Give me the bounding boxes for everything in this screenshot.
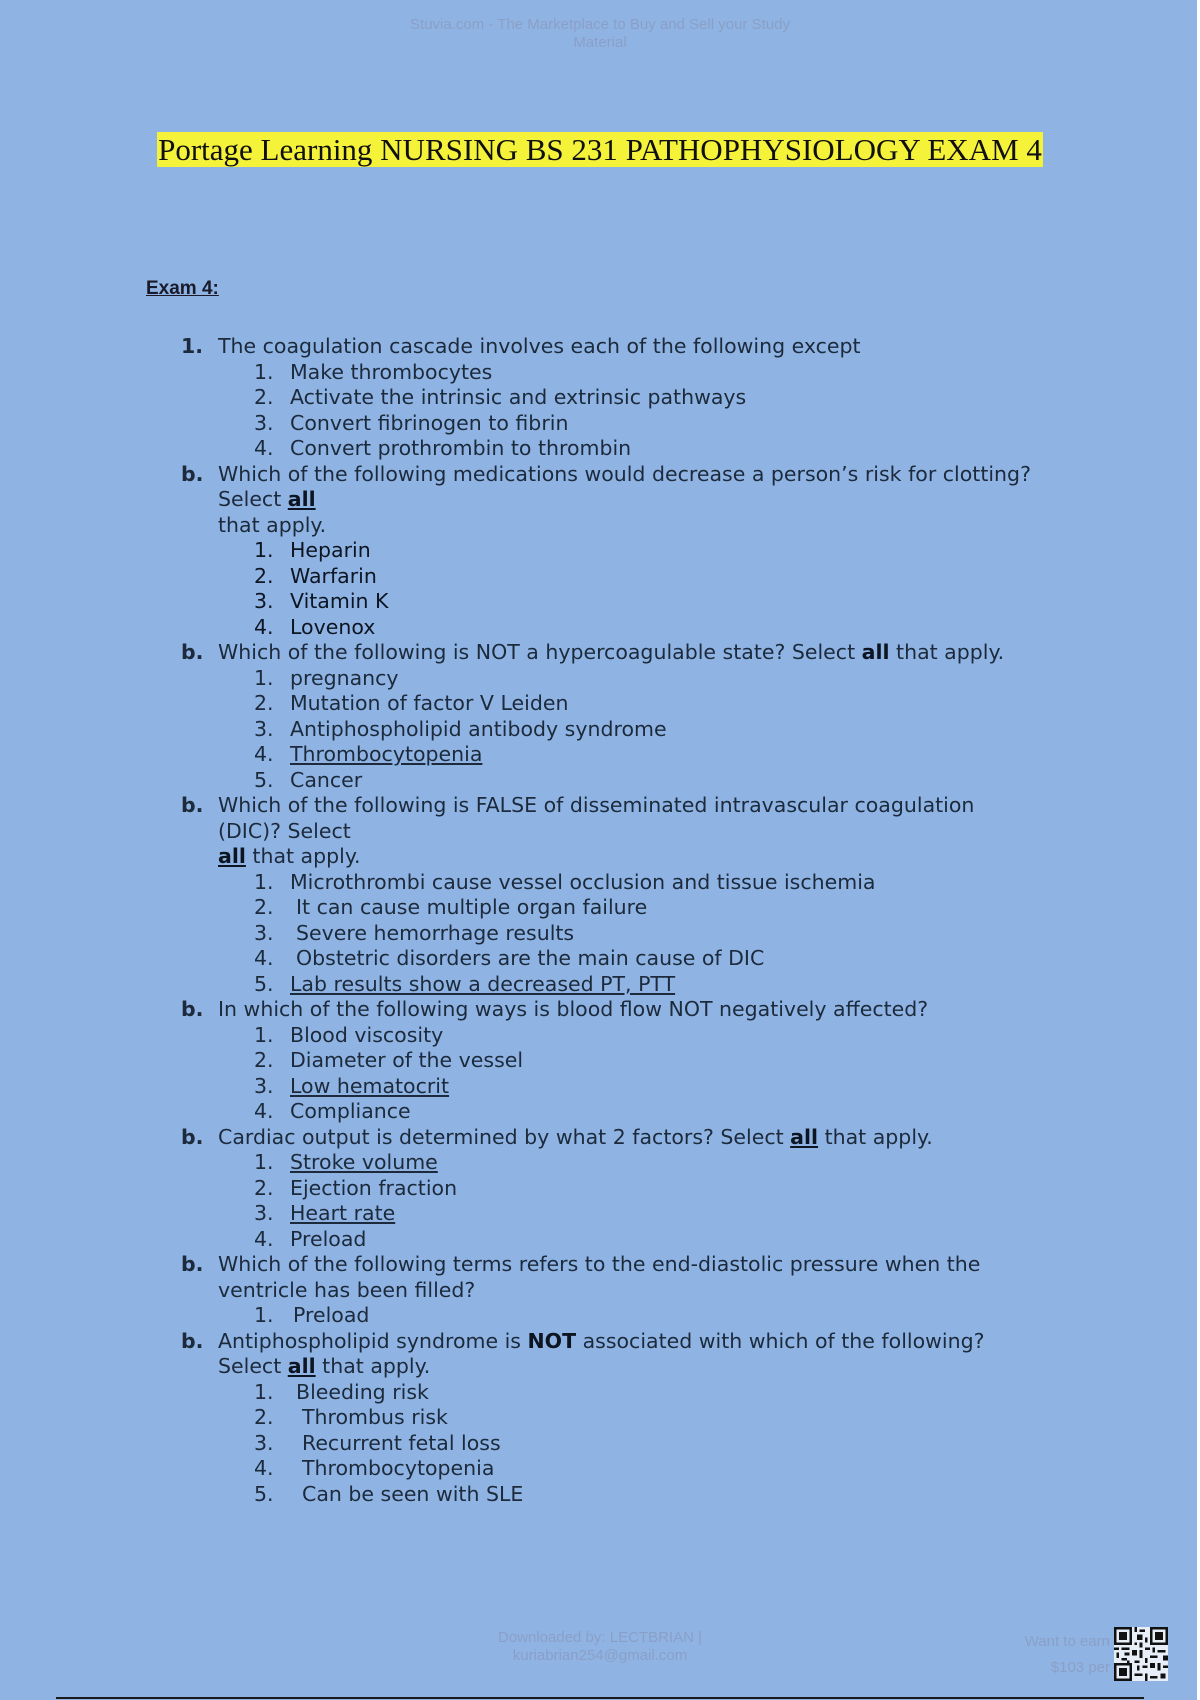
question-marker: b.	[181, 640, 204, 664]
option-item: 1. Preload	[254, 1303, 370, 1327]
option-item: 2. Warfarin	[254, 563, 377, 588]
question	[0, 462, 1200, 539]
question-text: Which of the following terms refers to the end-diastolic pressure when the	[218, 1252, 981, 1276]
question-text: Select all that apply.	[218, 1354, 431, 1378]
emphasis-all: all	[790, 1124, 819, 1149]
question	[0, 640, 1200, 666]
question-marker: b.	[181, 997, 204, 1021]
option-list	[0, 870, 1200, 998]
emphasis-all: all	[287, 1354, 316, 1378]
option-list	[0, 1150, 1200, 1252]
question-marker: b.	[181, 1124, 204, 1149]
question-marker: b.	[181, 461, 204, 486]
question-text: Which of the following is FALSE of disseminated intravascular coagulation	[218, 793, 975, 817]
qr-code-icon[interactable]	[1114, 1627, 1168, 1681]
question	[0, 334, 1200, 360]
option-list	[0, 1303, 1200, 1329]
option-item: 3. Antiphospholipid antibody syndrome	[254, 716, 667, 741]
option-item: 3. Recurrent fetal loss	[254, 1430, 501, 1455]
emphasis-all: all	[218, 844, 246, 868]
option-item: 5. Cancer	[254, 767, 363, 792]
option-list	[0, 666, 1200, 794]
option-item: 4. Obstetric disorders are the main cause of DIC	[254, 946, 765, 970]
option-item: 2. Activate the intrinsic and extrinsic pathways	[254, 385, 747, 409]
question-text: Antiphospholipid syndrome is NOT associated with which of the following?	[218, 1328, 985, 1353]
option-item: 1. Heparin	[254, 538, 371, 562]
emphasis-all: all	[287, 487, 316, 511]
emphasis-not: NOT	[527, 1328, 577, 1353]
question	[0, 1252, 1200, 1303]
option-list	[0, 1023, 1200, 1125]
emphasis-all: all	[861, 640, 890, 664]
option-item: 2. Mutation of factor V Leiden	[254, 691, 569, 715]
option-item: 4. Lovenox	[254, 614, 376, 639]
question-text: Select all	[218, 487, 316, 511]
option-list	[0, 360, 1200, 462]
option-item: 3. Convert fibrinogen to fibrin	[254, 410, 569, 435]
question	[0, 997, 1200, 1023]
option-item: 1. Bleeding risk	[254, 1379, 429, 1404]
question-text: all that apply.	[218, 844, 361, 868]
stuvia-watermark	[340, 16, 860, 52]
option-item: 5. Lab results show a decreased PT, PTT	[254, 971, 676, 996]
option-item: 4. Compliance	[254, 1099, 411, 1123]
earn-promo-line-1: Want to earn	[1024, 1633, 1110, 1650]
document-title-text: Portage Learning NURSING BS 231 PATHOPHYSIOLOGY EXAM 4	[158, 132, 1042, 167]
question-list	[0, 334, 1200, 1507]
question-text: In which of the following ways is blood flow NOT negatively affected?	[218, 997, 929, 1021]
option-item: 3. Severe hemorrhage results	[254, 920, 575, 945]
option-list	[0, 1380, 1200, 1508]
option-item: 2. Ejection fraction	[254, 1175, 458, 1200]
option-item: 3. Vitamin K	[254, 589, 389, 613]
option-item: 5. Can be seen with SLE	[254, 1481, 524, 1506]
question-text: Which of the following is NOT a hypercoagulable state? Select all that apply.	[218, 640, 1005, 664]
question-text: ventricle has been filled?	[218, 1277, 476, 1302]
option-item: 4. Thrombocytopenia	[254, 1456, 495, 1480]
option-item: 1. Make thrombocytes	[254, 359, 493, 384]
option-item: 2. Diameter of the vessel	[254, 1048, 524, 1072]
option-item: 4. Thrombocytopenia	[254, 742, 483, 766]
question	[0, 1125, 1200, 1151]
question-marker: b.	[181, 1328, 204, 1353]
question-text: that apply.	[218, 512, 327, 537]
option-item: 1. pregnancy	[254, 665, 399, 690]
option-item: 3. Low hematocrit	[254, 1073, 450, 1098]
earn-promo-line-2: $103 per	[1050, 1659, 1110, 1676]
question	[0, 793, 1200, 870]
page-bottom-rule	[56, 1697, 1144, 1699]
option-list	[0, 538, 1200, 640]
question-text: Which of the following medications would decrease a person’s risk for clotting?	[218, 461, 1031, 486]
question-marker: b.	[181, 1252, 204, 1276]
document-title	[0, 132, 1200, 168]
question-text: The coagulation cascade involves each of the following except	[218, 334, 861, 358]
question	[0, 1329, 1200, 1380]
download-notice-line-1: Downloaded by: LECTBRIAN |	[498, 1629, 702, 1646]
question-text: (DIC)? Select	[218, 818, 351, 843]
option-item: 3. Heart rate	[254, 1201, 396, 1225]
question-marker: b.	[181, 793, 204, 817]
section-heading: Exam 4:	[146, 278, 219, 299]
question-text: Cardiac output is determined by what 2 factors? Select all that apply.	[218, 1124, 933, 1149]
watermark-line-2: Material	[573, 34, 627, 51]
watermark-line-1: Stuvia.com - The Marketplace to Buy and Sell your Study	[410, 16, 790, 33]
option-item: 2. Thrombus risk	[254, 1405, 448, 1429]
option-item: 1. Blood viscosity	[254, 1022, 444, 1047]
option-item: 1. Microthrombi cause vessel occlusion and tissue ischemia	[254, 869, 876, 894]
earn-promo[interactable]	[960, 1629, 1110, 1681]
question-marker: 1.	[181, 334, 204, 358]
option-item: 1. Stroke volume	[254, 1150, 438, 1174]
download-notice-line-2: kuriabrian254@gmail.com	[512, 1647, 688, 1664]
option-item: 2. It can cause multiple organ failure	[254, 895, 648, 919]
option-item: 4. Convert prothrombin to thrombin	[254, 436, 632, 460]
option-item: 4. Preload	[254, 1226, 367, 1251]
download-notice	[400, 1629, 800, 1665]
